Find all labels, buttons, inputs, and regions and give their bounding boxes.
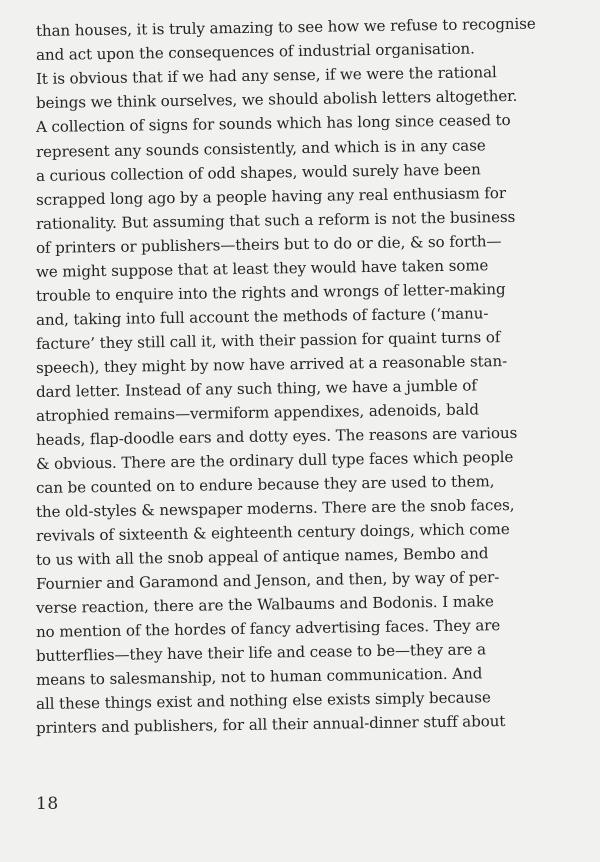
text-line-3: It is obvious that if we had any sense, if we were the rational [35,63,497,88]
text-line-1: than houses, it is truly amazing to see how we refuse to recognise [35,14,536,40]
text-line-12: trouble to enquire into the rights and wrongs of letter-making [35,280,506,305]
text-line-7: a curious collection of odd shapes, would surely have been [35,160,481,185]
text-line-27: butterflies—they have their life and cease to be—they are a [35,640,487,665]
text-line-10: of printers or publishers—theirs but to do or die, & so forth— [35,232,502,257]
text-line-28: means to salesmanship, not to human communication. And [35,664,483,689]
text-line-11: we might suppose that at least they would have taken some [35,256,489,281]
text-line-21: the old-styles & newspaper moderns. There are the snob faces, [35,495,515,521]
text-line-26: no mention of the hordes of fancy advertising faces. They are [35,616,501,641]
text-line-9: rationality. But assuming that such a reform is not the business [35,207,516,233]
text-line-16: dard letter. Instead of any such thing, we have a jumble of [35,376,477,401]
text-line-14: facture’ they still call it, with their passion for quaint turns of [35,328,501,353]
text-line-15: speech), they might by now have arrived at a reasonable stan- [35,352,508,377]
text-line-6: represent any sounds consistently, and which is in any case [35,136,486,161]
text-line-22: revivals of sixteenth & eighteenth century doings, which come [35,519,510,545]
text-line-23: to us with all the snob appeal of antique names, Bembo and [35,544,489,569]
text-line-13: and, taking into full account the methods of facture (‘manu- [35,304,489,329]
text-line-19: & obvious. There are the ordinary dull type faces which people [35,447,514,473]
text-line-4: beings we think ourselves, we should abolish letters altogether. [35,86,518,112]
text-line-30: printers and publishers, for all their annual-dinner stuff about [35,712,506,737]
text-line-5: A collection of signs for sounds which has long since ceased to [35,110,511,136]
page-number: 18 [36,794,59,814]
text-line-17: atrophied remains—vermiform appendixes, adenoids, bald [35,400,479,425]
text-line-29: all these things exist and nothing else exists simply because [35,688,491,713]
text-line-24: Fournier and Garamond and Jenson, and then, by way of per- [35,568,500,593]
text-line-8: scrapped long ago by a people having any real enthusiasm for [35,184,507,209]
text-line-18: heads, flap-doodle ears and dotty eyes. The reasons are various [35,423,518,449]
text-line-2: and act upon the consequences of industrial organisation. [35,39,475,64]
text-line-20: can be counted on to endure because they are used to them, [35,472,495,497]
text-line-25: verse reaction, there are the Walbaums and Bodonis. I make [35,592,494,617]
